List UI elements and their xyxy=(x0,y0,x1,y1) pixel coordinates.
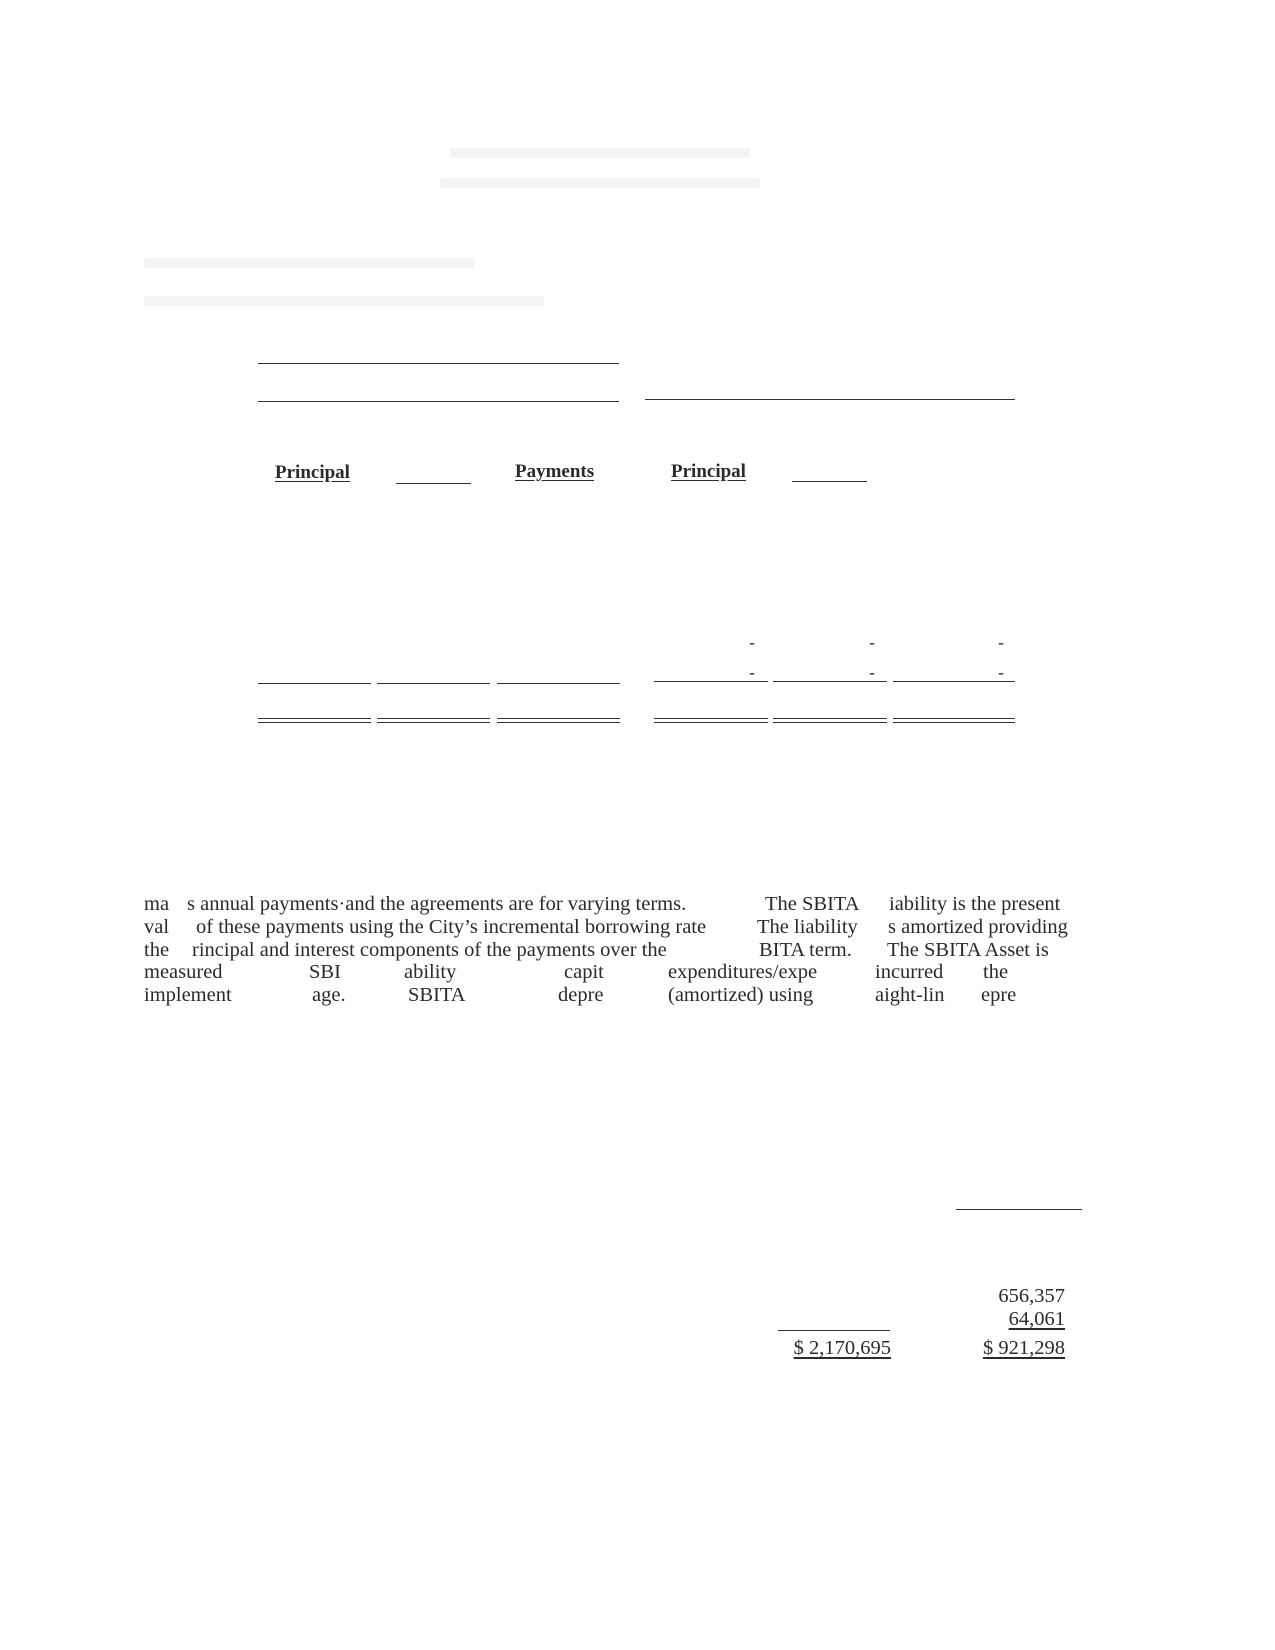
paragraph-fragment: the xyxy=(983,961,1009,983)
subtotal-rule xyxy=(377,683,490,684)
paragraph-fragment: rincipal and interest components of the payments over the xyxy=(192,939,667,961)
subtotal-rule xyxy=(893,681,1015,682)
paragraph-fragment: ability xyxy=(404,961,457,983)
total-double-rule xyxy=(258,718,371,723)
total-double-rule xyxy=(773,718,887,723)
paragraph-fragment: implement xyxy=(144,984,232,1006)
paragraph-fragment: incurred xyxy=(875,961,944,983)
dash-value: - xyxy=(998,662,1004,682)
total-double-rule xyxy=(377,718,490,723)
paragraph-fragment: capit xyxy=(564,961,604,983)
schedule-header-rule xyxy=(956,1209,1082,1210)
paragraph-fragment: s annual payments·and the agreements are for varying terms. xyxy=(187,893,687,915)
dash-value: - xyxy=(869,632,875,652)
paragraph-fragment: ma xyxy=(144,893,170,915)
dash-value: - xyxy=(749,632,755,652)
paragraph-fragment: the xyxy=(144,939,170,961)
column-header-blank-2 xyxy=(792,481,867,482)
paragraph-fragment: of these payments using the City’s incremental borrowing rate xyxy=(196,916,707,938)
paragraph-fragment: iability is the present xyxy=(889,893,1061,915)
paragraph-fragment: aight-lin xyxy=(875,984,945,1006)
faint-title-line-2 xyxy=(440,178,760,188)
column-header-principal-right: Principal xyxy=(671,461,746,482)
subtotal-rule xyxy=(654,681,768,682)
paragraph-fragment: The liability xyxy=(757,916,858,938)
paragraph-fragment: (amortized) using xyxy=(668,984,814,1006)
table-header-rule-left-bottom xyxy=(258,401,619,402)
schedule-value: 64,061 xyxy=(1008,1308,1065,1330)
total-col1: $ 2,170,695 xyxy=(793,1337,891,1359)
schedule-value: 656,357 xyxy=(998,1285,1065,1307)
faint-heading-1 xyxy=(144,258,474,268)
paragraph-fragment: val xyxy=(144,916,170,938)
dash-value: - xyxy=(998,632,1004,652)
column-header-principal-left: Principal xyxy=(275,462,350,483)
paragraph-fragment: age. xyxy=(312,984,346,1006)
faint-title-line-1 xyxy=(450,148,750,158)
dash-value: - xyxy=(869,662,875,682)
total-col2: $ 921,298 xyxy=(983,1337,1065,1359)
table-header-rule-left-top xyxy=(258,363,619,364)
paragraph-fragment: SBI xyxy=(309,961,341,983)
paragraph-fragment: The SBITA xyxy=(765,893,860,915)
faint-heading-2 xyxy=(144,296,544,306)
paragraph-fragment: The SBITA Asset is xyxy=(887,939,1049,961)
subtotal-rule xyxy=(773,681,887,682)
dash-value: - xyxy=(749,662,755,682)
paragraph-fragment: epre xyxy=(981,984,1017,1006)
paragraph-fragment: measured xyxy=(144,961,223,983)
paragraph-fragment: expenditures/expe xyxy=(668,961,818,983)
paragraph-fragment: SBITA xyxy=(408,984,466,1006)
total-double-rule xyxy=(893,718,1015,723)
total-rule-col1 xyxy=(778,1330,890,1331)
total-double-rule xyxy=(654,718,768,723)
table-header-rule-right xyxy=(645,399,1015,400)
column-header-blank-1 xyxy=(396,483,471,484)
subtotal-rule xyxy=(258,683,371,684)
paragraph-fragment: s amortized providing xyxy=(888,916,1068,938)
total-double-rule xyxy=(497,718,620,723)
paragraph-fragment: BITA term. xyxy=(759,939,852,961)
column-header-payments: Payments xyxy=(515,461,595,482)
paragraph-fragment: depre xyxy=(558,984,604,1006)
subtotal-rule xyxy=(497,683,620,684)
